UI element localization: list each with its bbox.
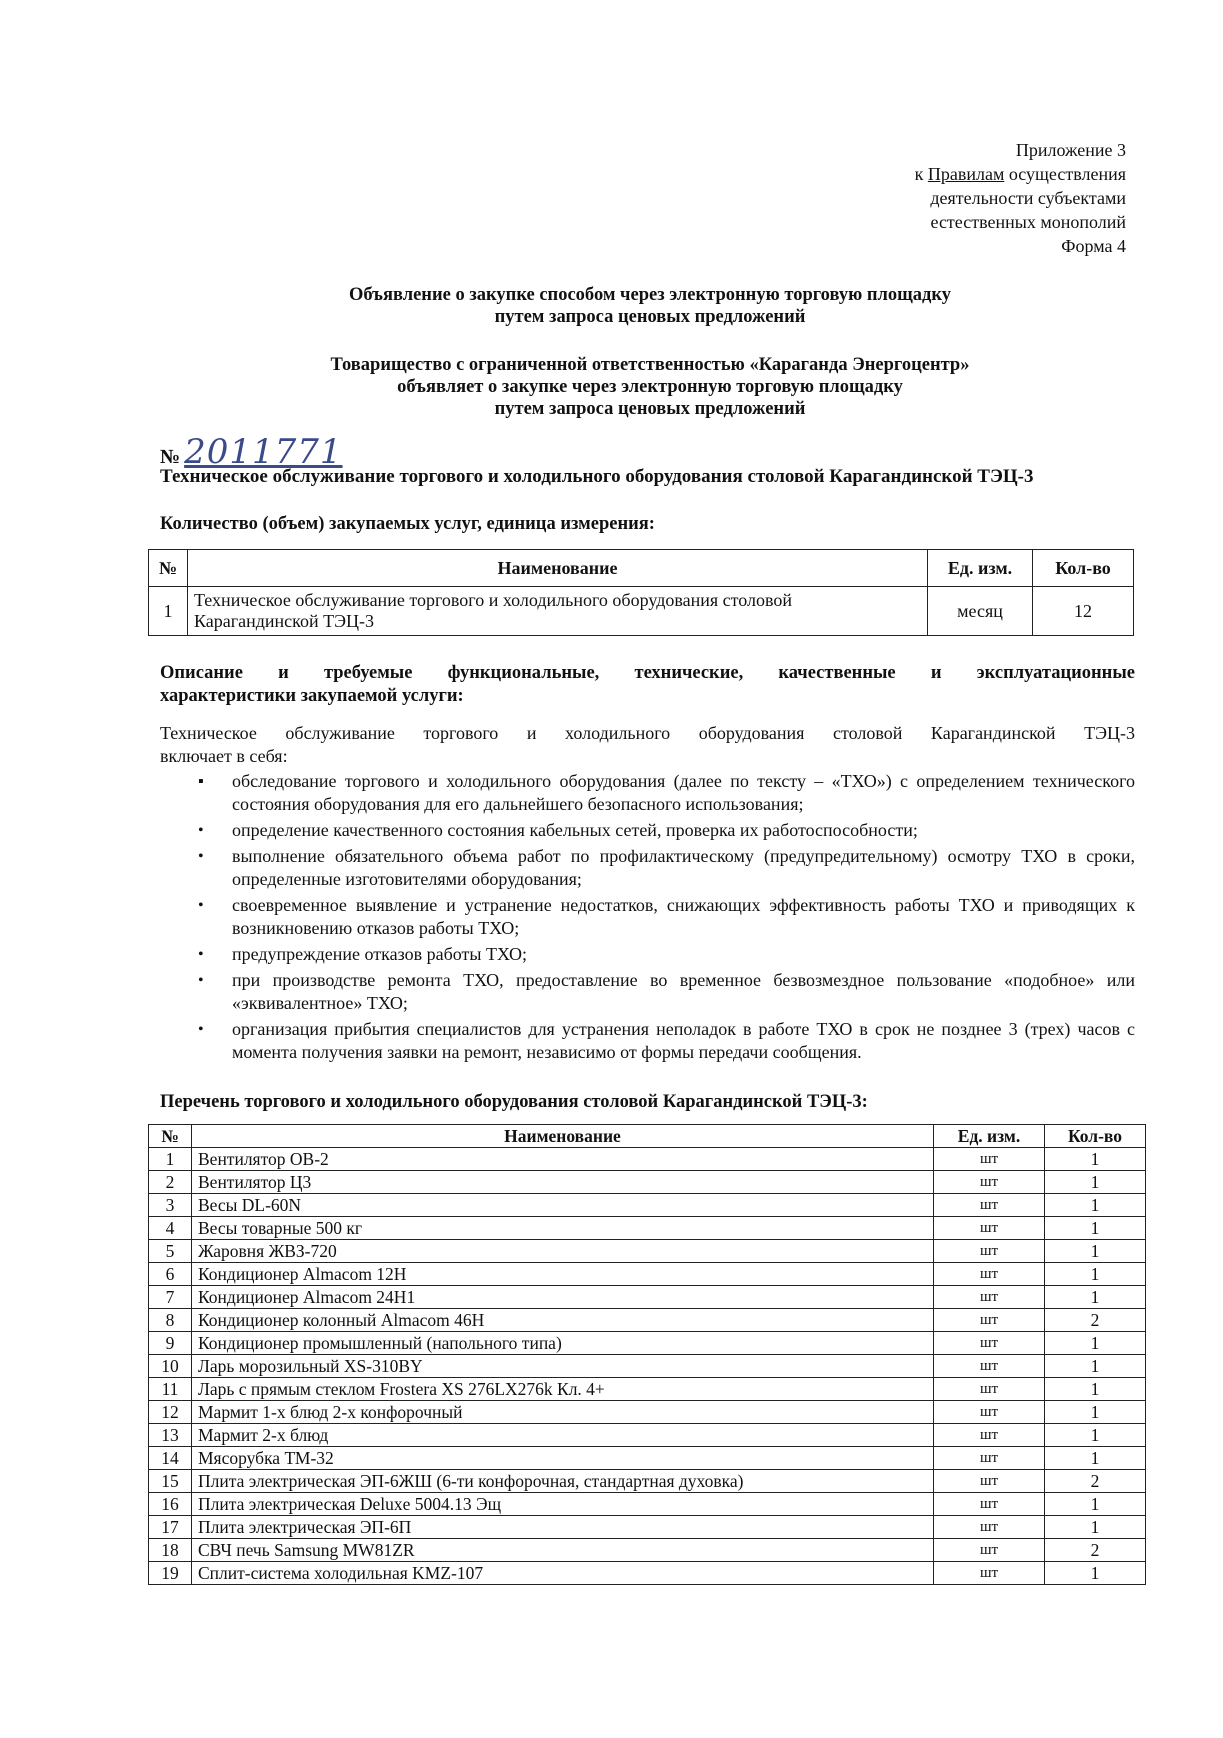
bullet-icon: • — [198, 972, 204, 989]
cell-unit: шт — [934, 1378, 1045, 1401]
cell-num: 5 — [149, 1240, 192, 1263]
list-item — [160, 845, 1135, 891]
rules-link[interactable]: Правилам — [927, 164, 1005, 184]
column-header-num: № — [149, 1125, 192, 1148]
column-header-name: Наименование — [192, 1125, 934, 1148]
description-intro — [160, 722, 1135, 768]
cell-name: Кондиционер Almacom 12H — [192, 1263, 934, 1286]
cell-unit: шт — [934, 1309, 1045, 1332]
intro-line: Техническое обслуживание торгового и холодильного оборудования столовой Карагандинской ТЭЦ-3 — [160, 723, 1135, 743]
cell-name: Мясорубка ТМ-32 — [192, 1447, 934, 1470]
column-header-qty: Кол-во — [1033, 550, 1134, 587]
cell-name: Вентилятор Ц3 — [192, 1171, 934, 1194]
cell-name: Жаровня ЖВЗ-720 — [192, 1240, 934, 1263]
table-header-row — [149, 1125, 1146, 1148]
cell-num: 18 — [149, 1539, 192, 1562]
column-header-unit: Ед. изм. — [934, 1125, 1045, 1148]
cell-name: Весы DL-60N — [192, 1194, 934, 1217]
equipment-heading: Перечень торгового и холодильного оборудования столовой Карагандинской ТЭЦ-3: — [160, 1092, 868, 1112]
cell-name: Кондиционер колонный Almacom 46H — [192, 1309, 934, 1332]
services-table — [148, 549, 1134, 636]
cell-num: 1 — [149, 587, 188, 636]
table-row — [149, 1447, 1146, 1470]
cell-name: Плита электрическая ЭП-6П — [192, 1516, 934, 1539]
bullet-icon: ▪ — [198, 773, 204, 790]
cell-unit: шт — [934, 1516, 1045, 1539]
heading-line: Описание и требуемые функциональные, технические, качественные и эксплуатационные — [160, 663, 1135, 683]
table-row — [149, 1493, 1146, 1516]
cell-unit: шт — [934, 1493, 1045, 1516]
requirements-list — [160, 770, 1135, 1067]
list-item-text: определение качественного состояния кабельных сетей, проверка их работоспособности; — [232, 820, 918, 840]
table-row — [149, 1240, 1146, 1263]
annex-line: деятельности субъектами — [930, 188, 1126, 208]
list-item-text: своевременное выявление и устранение недостатков, снижающих эффективность работы ТХО и приводящих к возникновению отказов работы ТХО; — [232, 895, 1135, 938]
org-line: объявляет о закупке через электронную торговую площадку — [397, 377, 903, 397]
cell-num: 15 — [149, 1470, 192, 1493]
annex-line: естественных монополий — [930, 212, 1126, 232]
list-item — [160, 770, 1135, 816]
cell-num: 6 — [149, 1263, 192, 1286]
cell-num: 8 — [149, 1309, 192, 1332]
list-item-text: предупреждение отказов работы ТХО; — [232, 944, 528, 964]
table-row — [149, 1171, 1146, 1194]
cell-num: 7 — [149, 1286, 192, 1309]
cell-qty: 1 — [1045, 1562, 1146, 1585]
cell-unit: шт — [934, 1424, 1045, 1447]
cell-qty: 1 — [1045, 1401, 1146, 1424]
org-line: путем запроса ценовых предложений — [494, 399, 806, 419]
cell-name: Плита электрическая Deluxe 5004.13 Эщ — [192, 1493, 934, 1516]
table-row — [149, 1470, 1146, 1493]
cell-name: Ларь морозильный XS-310BY — [192, 1355, 934, 1378]
description-heading — [160, 662, 1135, 708]
bullet-icon: • — [198, 848, 204, 865]
title-line: Объявление о закупке способом через электронную торговую площадку — [348, 285, 952, 305]
table-row — [149, 587, 1134, 636]
table-header-row — [149, 550, 1134, 587]
cell-unit: шт — [934, 1470, 1045, 1493]
list-item — [160, 1018, 1135, 1064]
list-item-text: выполнение обязательного объема работ по профилактическому (предупредительному) осмотру ТХО в сроки, определенные изготовителями оборудования; — [232, 846, 1135, 889]
cell-unit: шт — [934, 1332, 1045, 1355]
cell-num: 3 — [149, 1194, 192, 1217]
cell-qty: 1 — [1045, 1171, 1146, 1194]
cell-unit: шт — [934, 1263, 1045, 1286]
cell-num: 4 — [149, 1217, 192, 1240]
cell-num: 13 — [149, 1424, 192, 1447]
handwritten-number: 2011771 — [184, 432, 343, 472]
cell-qty: 1 — [1045, 1447, 1146, 1470]
cell-unit: шт — [934, 1148, 1045, 1171]
table-row — [149, 1263, 1146, 1286]
list-item — [160, 819, 1135, 842]
announcement-title — [160, 284, 1140, 328]
cell-num: 1 — [149, 1148, 192, 1171]
cell-num: 19 — [149, 1562, 192, 1585]
table-row — [149, 1194, 1146, 1217]
annex-line: Приложение 3 — [1015, 140, 1126, 160]
cell-unit: шт — [934, 1401, 1045, 1424]
cell-qty: 1 — [1045, 1240, 1146, 1263]
cell-name: Весы товарные 500 кг — [192, 1217, 934, 1240]
column-header-qty: Кол-во — [1045, 1125, 1146, 1148]
table-row — [149, 1378, 1146, 1401]
list-item-text: обследование торгового и холодильного оборудования (далее по тексту – «ТХО») с определением технического состояния оборудования для его дальнейшего безопасного использования; — [232, 771, 1135, 814]
heading-line: характеристики закупаемой услуги: — [160, 686, 464, 706]
cell-name: Ларь с прямым стеклом Frostera XS 276LX276k Кл. 4+ — [192, 1378, 934, 1401]
number-sign: № — [160, 446, 181, 468]
table-row — [149, 1539, 1146, 1562]
cell-num: 16 — [149, 1493, 192, 1516]
quantity-heading: Количество (объем) закупаемых услуг, единица измерения: — [160, 514, 655, 534]
procurement-subject: Техническое обслуживание торгового и холодильного оборудования столовой Карагандинской ТЭЦ-3 — [160, 466, 1034, 487]
list-item-text: организация прибытия специалистов для устранения неполадок в работе ТХО в срок не позднее 3 (трех) часов с момента получения заявки на ремонт, независимо от формы передачи сообщения. — [232, 1019, 1135, 1062]
cell-name: Плита электрическая ЭП-6ЖШ (6-ти конфорочная, стандартная духовка) — [192, 1470, 934, 1493]
cell-num: 2 — [149, 1171, 192, 1194]
cell-name: Кондиционер Almacom 24H1 — [192, 1286, 934, 1309]
cell-qty: 1 — [1045, 1263, 1146, 1286]
cell-qty: 2 — [1045, 1309, 1146, 1332]
cell-name: Кондиционер промышленный (напольного типа) — [192, 1332, 934, 1355]
table-row — [149, 1355, 1146, 1378]
cell-qty: 1 — [1045, 1424, 1146, 1447]
cell-name: СВЧ печь Samsung MW81ZR — [192, 1539, 934, 1562]
cell-qty: 1 — [1045, 1493, 1146, 1516]
table-row — [149, 1562, 1146, 1585]
form-number: Форма 4 — [1061, 236, 1126, 256]
bullet-icon: • — [198, 946, 204, 963]
title-line: путем запроса ценовых предложений — [494, 307, 806, 327]
table-row — [149, 1516, 1146, 1539]
cell-num: 9 — [149, 1332, 192, 1355]
annex-header — [915, 138, 1126, 258]
list-item — [160, 943, 1135, 966]
intro-line: включает в себя: — [160, 746, 288, 766]
cell-qty: 1 — [1045, 1194, 1146, 1217]
equipment-table-body — [149, 1148, 1146, 1585]
cell-unit: шт — [934, 1240, 1045, 1263]
cell-qty: 12 — [1033, 587, 1134, 636]
cell-unit: шт — [934, 1286, 1045, 1309]
cell-unit: шт — [934, 1562, 1045, 1585]
cell-qty: 1 — [1045, 1355, 1146, 1378]
cell-unit: шт — [934, 1194, 1045, 1217]
cell-unit: шт — [934, 1539, 1045, 1562]
bullet-icon: • — [198, 897, 204, 914]
cell-name: Вентилятор ОВ-2 — [192, 1148, 934, 1171]
cell-name: Сплит-система холодильная KMZ-107 — [192, 1562, 934, 1585]
table-row — [149, 1217, 1146, 1240]
cell-qty: 2 — [1045, 1539, 1146, 1562]
table-row — [149, 1286, 1146, 1309]
bullet-icon: • — [198, 822, 204, 839]
annex-line — [915, 162, 1126, 186]
table-row — [149, 1401, 1146, 1424]
cell-num: 14 — [149, 1447, 192, 1470]
table-row — [149, 1424, 1146, 1447]
cell-num: 17 — [149, 1516, 192, 1539]
cell-qty: 1 — [1045, 1516, 1146, 1539]
column-header-unit: Ед. изм. — [928, 550, 1033, 587]
org-line: Товарищество с ограниченной ответственностью «Караганда Энергоцентр» — [330, 355, 970, 375]
organization-statement — [160, 354, 1140, 420]
cell-num: 10 — [149, 1355, 192, 1378]
cell-qty: 2 — [1045, 1470, 1146, 1493]
cell-unit: шт — [934, 1171, 1045, 1194]
cell-name: Техническое обслуживание торгового и холодильного оборудования столовой Карагандинской ТЭЦ-3 — [188, 587, 928, 636]
cell-qty: 1 — [1045, 1286, 1146, 1309]
cell-qty: 1 — [1045, 1217, 1146, 1240]
bullet-icon: • — [198, 1021, 204, 1038]
cell-qty: 1 — [1045, 1148, 1146, 1171]
list-item — [160, 969, 1135, 1015]
list-item — [160, 894, 1135, 940]
table-row — [149, 1309, 1146, 1332]
list-item-text: при производстве ремонта ТХО, предоставление во временное безвозмездное пользование «подобное» или «эквивалентное» ТХО; — [232, 970, 1135, 1013]
column-header-num: № — [149, 550, 188, 587]
cell-unit: месяц — [928, 587, 1033, 636]
column-header-name: Наименование — [188, 550, 928, 587]
cell-unit: шт — [934, 1355, 1045, 1378]
cell-qty: 1 — [1045, 1332, 1146, 1355]
annex-text: осуществления — [1004, 164, 1126, 184]
cell-qty: 1 — [1045, 1378, 1146, 1401]
cell-num: 11 — [149, 1378, 192, 1401]
cell-unit: шт — [934, 1217, 1045, 1240]
annex-text: к — [914, 164, 928, 184]
cell-num: 12 — [149, 1401, 192, 1424]
table-row — [149, 1148, 1146, 1171]
cell-unit: шт — [934, 1447, 1045, 1470]
cell-name: Мармит 1-х блюд 2-х конфорочный — [192, 1401, 934, 1424]
equipment-table — [148, 1124, 1146, 1585]
table-row — [149, 1332, 1146, 1355]
cell-name: Мармит 2-х блюд — [192, 1424, 934, 1447]
